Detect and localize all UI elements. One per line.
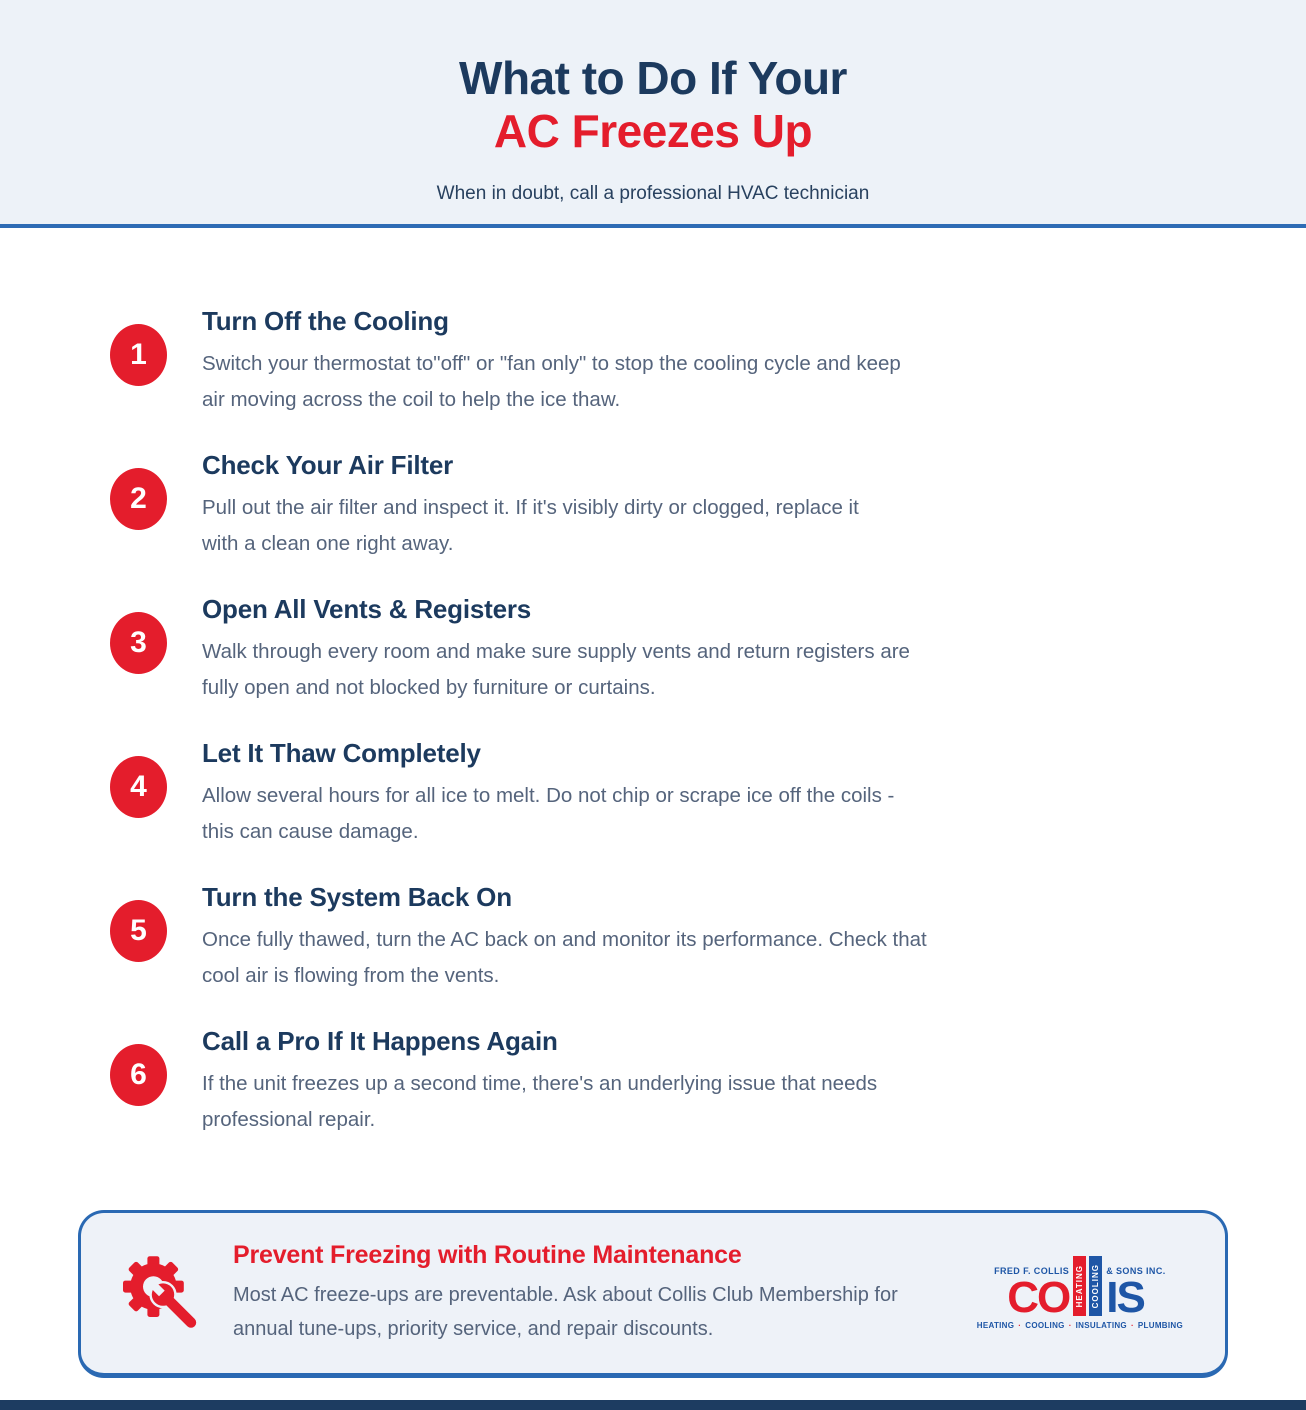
step-title: Call a Pro If It Happens Again <box>202 1026 558 1056</box>
logo-heating-bar <box>1073 1256 1086 1316</box>
step-number-badge: 6 <box>110 1044 167 1106</box>
step-description <box>202 1066 877 1138</box>
step-number-badge: 5 <box>110 900 167 962</box>
step-text <box>202 738 894 850</box>
step-title: Let It Thaw Completely <box>202 738 481 768</box>
callout-description-line: annual tune-ups, priority service, and repair discounts. <box>233 1317 714 1340</box>
step-description <box>202 778 894 850</box>
collis-logo <box>977 1256 1183 1330</box>
step-description-line: Allow several hours for all ice to melt. Do not chip or scrape ice off the coils - <box>202 784 895 807</box>
step-title: Open All Vents & Registers <box>202 594 532 624</box>
callout-title: Prevent Freezing with Routine Maintenance <box>233 1240 742 1269</box>
logo-service-separator: · <box>1068 1321 1072 1330</box>
title-line-1: What to Do If Your <box>459 52 847 104</box>
step-description-line: Switch your thermostat to"off" or "fan only" to stop the cooling cycle and keep <box>202 352 901 375</box>
logo-fred-f-collis: FRED F. COLLIS <box>994 1265 1070 1276</box>
logo-right-column <box>1106 1265 1166 1322</box>
step-item-2 <box>110 450 1246 562</box>
callout-text <box>233 1241 957 1346</box>
title-line-2: AC Freezes Up <box>493 105 813 158</box>
step-description-line: Walk through every room and make sure supply vents and return registers are <box>202 640 910 663</box>
step-description-line: Pull out the air filter and inspect it. If it's visibly dirty or clogged, replace it <box>202 496 859 519</box>
maintenance-callout <box>78 1210 1228 1378</box>
logo-service-plumbing: PLUMBING <box>1137 1321 1183 1330</box>
step-item-4 <box>110 738 1246 850</box>
logo-cooling-bar <box>1089 1256 1102 1316</box>
step-description <box>202 490 859 562</box>
callout-description <box>233 1278 957 1346</box>
step-description-line: fully open and not blocked by furniture or curtains. <box>202 676 656 699</box>
steps-list <box>0 228 1306 1138</box>
logo-heating-bar-label: HEATING <box>1075 1264 1085 1308</box>
header <box>0 0 1306 224</box>
step-description-line: this can cause damage. <box>202 820 419 843</box>
step-description-line: with a clean one right away. <box>202 532 454 555</box>
step-title: Check Your Air Filter <box>202 450 454 480</box>
logo-and-sons: & SONS INC. <box>1106 1265 1166 1276</box>
gear-wrench-icon <box>123 1253 203 1333</box>
step-description-line: professional repair. <box>202 1108 376 1131</box>
step-text <box>202 882 927 994</box>
logo-service-separator: · <box>1018 1321 1022 1330</box>
step-text <box>202 594 910 706</box>
logo-is: IS <box>1106 1272 1144 1322</box>
collis-logo-wordmark <box>994 1256 1166 1322</box>
logo-service-separator: · <box>1130 1321 1134 1330</box>
step-item-6 <box>110 1026 1246 1138</box>
step-item-3 <box>110 594 1246 706</box>
step-item-1 <box>110 306 1246 418</box>
callout-description-line: Most AC freeze-ups are preventable. Ask about Collis Club Membership for <box>233 1283 898 1306</box>
step-number-badge: 1 <box>110 324 167 386</box>
page-title <box>0 52 1306 159</box>
logo-service-insulating: INSULATING <box>1075 1321 1127 1330</box>
step-description <box>202 346 901 418</box>
step-description-line: Once fully thawed, turn the AC back on and monitor its performance. Check that <box>202 928 927 951</box>
step-text <box>202 1026 877 1138</box>
step-description-line: cool air is flowing from the vents. <box>202 964 500 987</box>
step-text <box>202 450 859 562</box>
subtitle: When in doubt, call a professional HVAC technician <box>436 182 870 204</box>
bottom-bar <box>0 1400 1306 1410</box>
step-description <box>202 922 927 994</box>
step-description-line: If the unit freezes up a second time, there's an underlying issue that needs <box>202 1072 878 1095</box>
logo-cooling-bar-label: COOLING <box>1091 1263 1101 1309</box>
step-description-line: air moving across the coil to help the ice thaw. <box>202 388 621 411</box>
logo-vertical-bars <box>1073 1256 1102 1316</box>
step-number-badge: 4 <box>110 756 167 818</box>
logo-services-line <box>977 1321 1183 1330</box>
step-item-5 <box>110 882 1246 994</box>
step-number-badge: 3 <box>110 612 167 674</box>
step-description <box>202 634 910 706</box>
logo-service-cooling: COOLING <box>1025 1321 1065 1330</box>
step-text <box>202 306 901 418</box>
logo-service-heating: HEATING <box>976 1321 1015 1330</box>
step-number-badge: 2 <box>110 468 167 530</box>
step-title: Turn Off the Cooling <box>202 306 449 336</box>
logo-left-column <box>994 1265 1070 1322</box>
logo-co: CO <box>1007 1272 1070 1322</box>
step-title: Turn the System Back On <box>202 882 512 912</box>
